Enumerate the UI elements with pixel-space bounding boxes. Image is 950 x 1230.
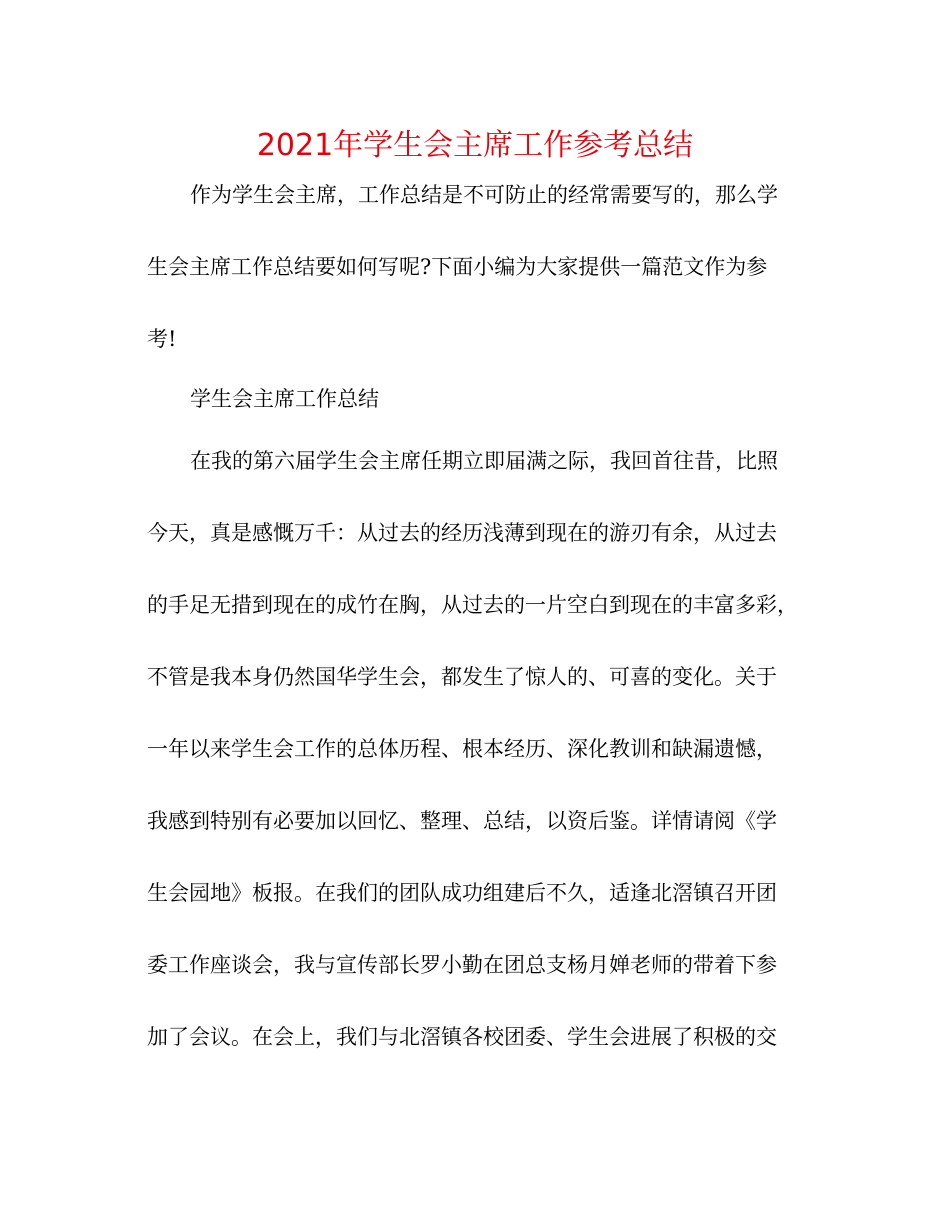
document-title: 2021年学生会主席工作参考总结 [256,128,694,163]
paragraph-line-13: 加了会议。在会上，我们与北滘镇各校团委、学生会进展了积极的交 [147,1025,777,1049]
paragraph-line-11: 生会园地》板报。在我们的团队成功组建后不久，适逢北滘镇召开团 [147,881,777,905]
paragraph-line-7: 的手足无措到现在的成竹在胸，从过去的一片空白到现在的丰富多彩， [147,593,798,617]
section-heading: 学生会主席工作总结 [190,387,379,411]
paragraph-line-1: 作为学生会主席，工作总结是不可防止的经常需要写的，那么学 [190,183,778,207]
paragraph-line-3: 考! [147,327,177,351]
paragraph-line-12: 委工作座谈会，我与宣传部长罗小勤在团总支杨月婵老师的带着下参 [147,953,777,977]
paragraph-line-9: 一年以来学生会工作的总体历程、根本经历、深化教训和缺漏遗憾， [147,737,777,761]
paragraph-line-8: 不管是我本身仍然国华学生会，都发生了惊人的、可喜的变化。关于 [147,665,777,689]
paragraph-line-10: 我感到特别有必要加以回忆、整理、总结，以资后鉴。详情请阅《学 [147,809,777,833]
paragraph-line-2: 生会主席工作总结要如何写呢?下面小编为大家提供一篇范文作为参 [147,255,768,279]
paragraph-line-5: 在我的第六届学生会主席任期立即届满之际，我回首往昔，比照 [190,449,778,473]
paragraph-line-6: 今天，真是感慨万千：从过去的经历浅薄到现在的游刃有余，从过去 [147,521,777,545]
